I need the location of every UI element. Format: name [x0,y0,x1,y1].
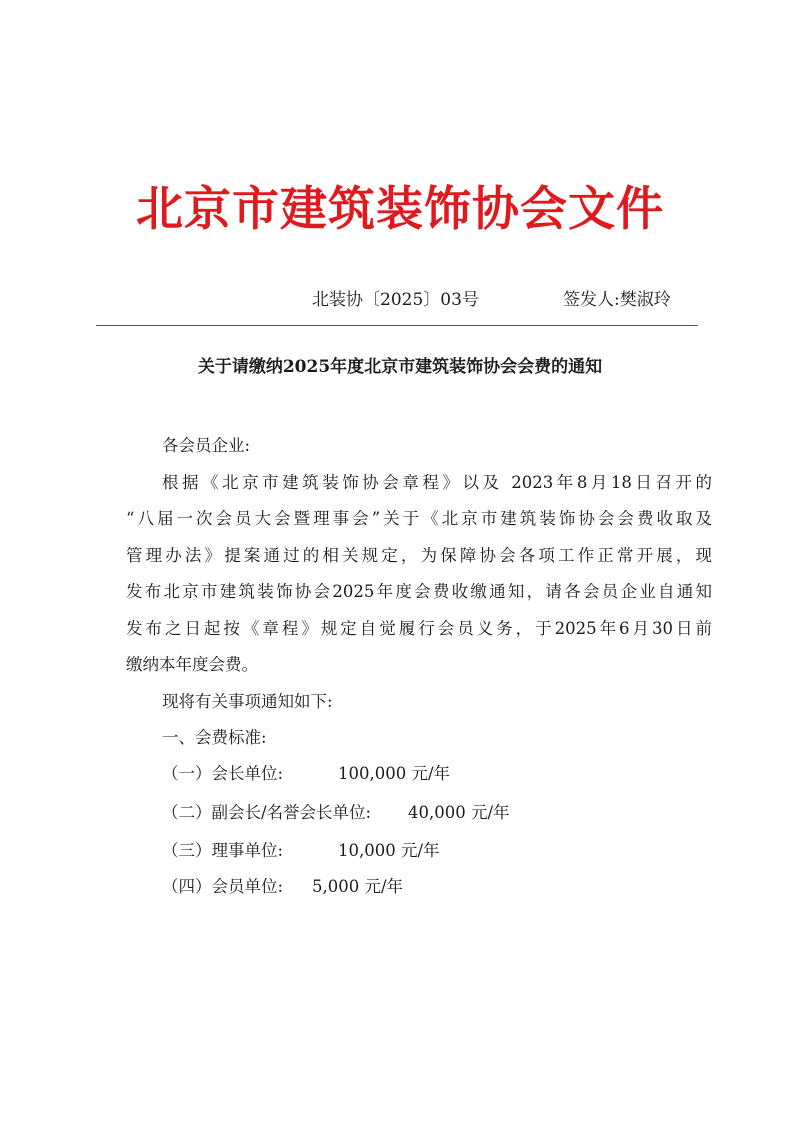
fee-label: （四）会员单位: [162,877,284,896]
paragraph-line: 根据《北京市建筑装饰协会章程》以及 2023年8月18日召开的 [162,472,712,492]
fee-amount: 10,000 元/年 [338,841,440,860]
document-masthead: 北京市建筑装饰协会文件 [136,182,664,237]
notice-body [126,428,712,757]
paragraph-line: 发布北京市建筑装饰协会2025年度会费收缴通知，请各会员企业自通知 [126,582,712,601]
fee-label: （一）会长单位: [162,764,284,783]
red-header-rule [96,325,698,326]
fee-label: （二）副会长/名誉会长单位: [162,803,372,822]
fee-amount: 100,000 元/年 [338,764,451,783]
signer-line: 签发人:樊淑玲 [563,290,671,310]
fee-label: （三）理事单位: [162,841,284,860]
salutation: 各会员企业: [162,436,251,455]
paragraph-line: “八届一次会员大会暨理事会”关于《北京市建筑装饰协会会费收取及 [126,509,712,528]
paragraph-line: 发布之日起按《章程》规定自觉履行会员义务，于2025年6月30日前 [126,618,712,638]
fee-amount: 40,000 元/年 [408,803,510,822]
section-heading: 一、会费标准: [162,728,267,747]
fee-amount: 5,000 元/年 [312,877,404,896]
document-number: 北装协〔2025〕03号 [312,290,479,310]
paragraph-line: 缴纳本年度会费。 [126,655,258,674]
paragraph-line: 管理办法》提案通过的相关规定，为保障协会各项工作正常开展，现 [126,545,712,565]
notice-title: 关于请缴纳2025年度北京市建筑装饰协会会费的通知 [197,357,603,377]
intro-line: 现将有关事项通知如下: [162,691,333,711]
